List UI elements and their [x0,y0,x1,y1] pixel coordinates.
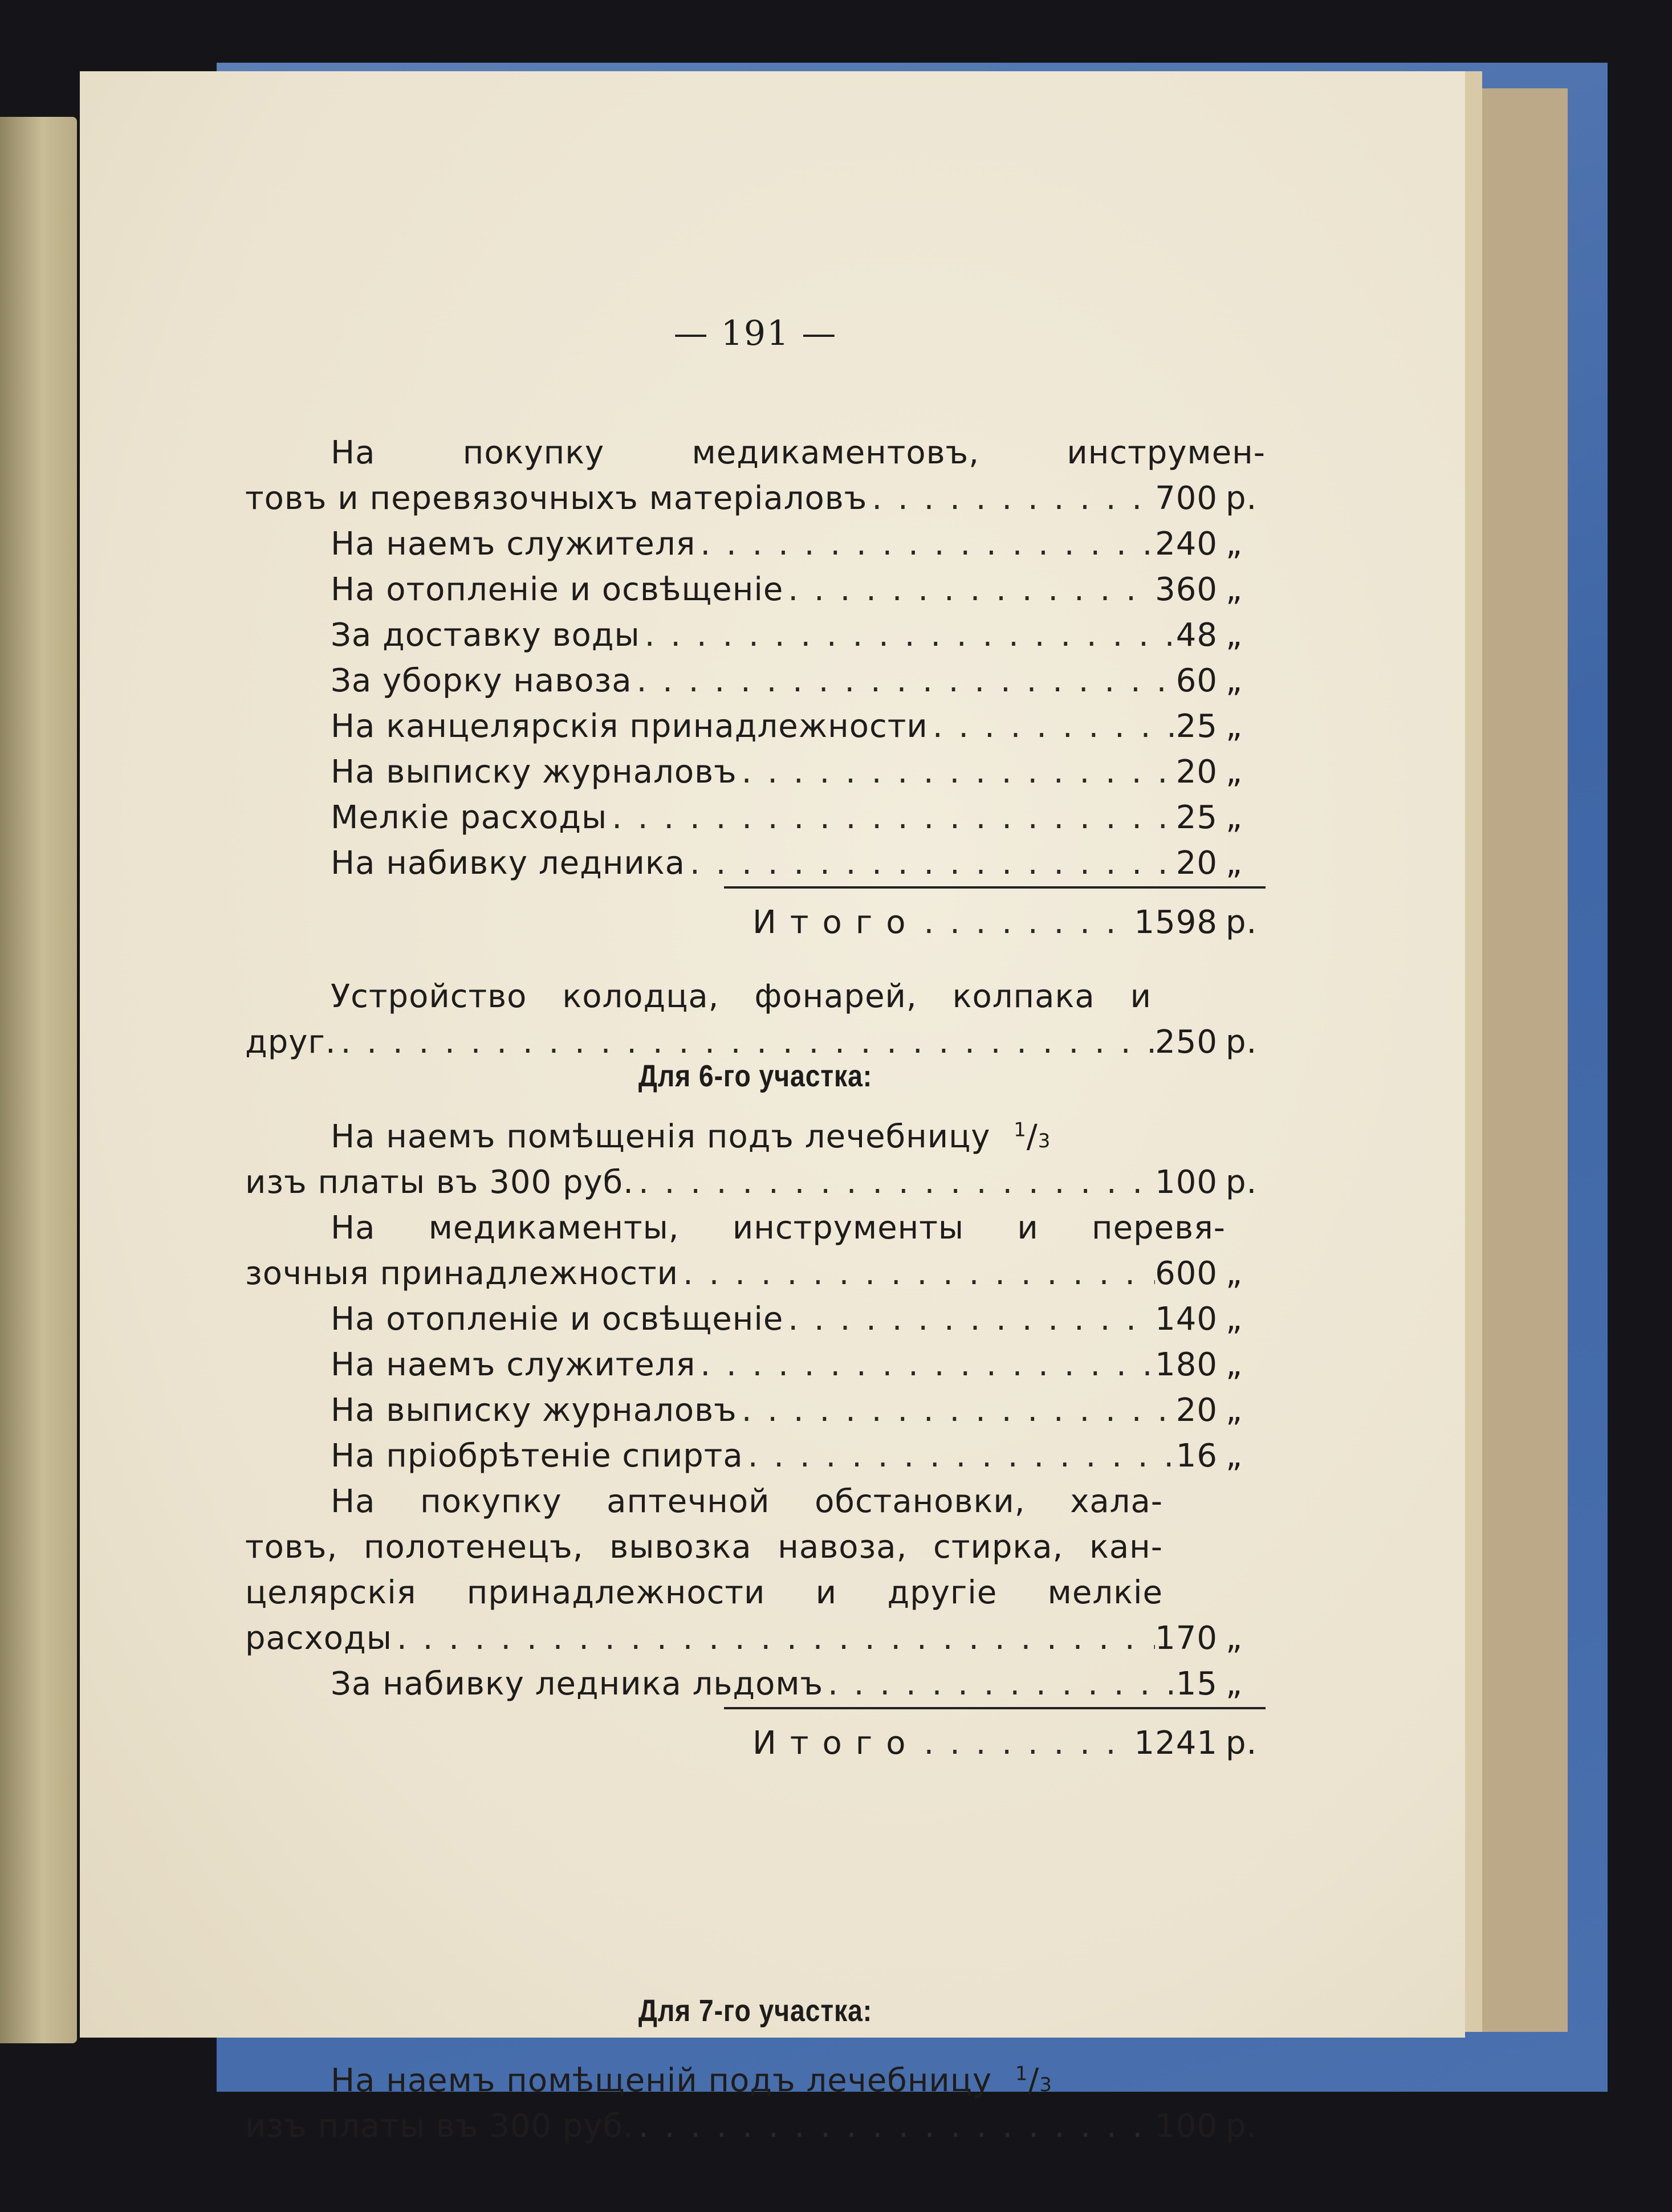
item-amount: 20 [1175,753,1218,791]
item-unit: „ [1226,662,1243,699]
text-line [245,1205,1266,1251]
dot-leader [607,795,1176,841]
section-heading: Для 6-го участка: [638,1059,873,1093]
text-line [245,974,1266,1020]
item-amount: 16 [1175,1437,1218,1474]
item-amount: 180 [1155,1346,1218,1383]
item-unit: „ [1226,1346,1243,1383]
book-page [80,71,1465,2145]
item-unit: „ [1226,753,1243,791]
ledger-entry [245,1616,1266,1661]
dot-leader [632,658,1176,704]
item-unit: „ [1226,845,1243,882]
fraction: $^1$/3 [1014,1118,1051,1155]
previous-page-edge [0,117,77,2043]
item-description: товъ и перевязочныхъ матеріаловъ [245,480,868,517]
item-amount: 100 [1155,1164,1218,1201]
section-6 [245,1052,1266,1766]
dot-leader [737,749,1176,795]
dot-leader [685,841,1176,886]
ledger-entry [245,795,1266,841]
fraction-numerator: 1 [1014,1118,1027,1142]
item-description: На наемъ помѣщеній подъ лечебницу [331,2062,992,2099]
sum-rule [724,1707,1266,1709]
text-line [245,1525,1266,1570]
ledger-entry [245,1297,1266,1342]
item-amount: 25 [1175,708,1218,745]
item-amount: 700 [1155,480,1218,517]
ledger-entry [245,658,1266,704]
item-description: На отопленіе и освѣщеніе [331,571,784,608]
text-line [245,2058,1266,2104]
dot-leader [737,1388,1176,1433]
item-unit: „ [1226,617,1243,654]
item-description: На наемъ помѣщенія подъ лечебницу [331,1118,991,1155]
total-row [245,1721,1266,1766]
total-label: Итого [752,904,920,941]
item-unit: р. [1226,480,1258,517]
item-description: На покупку медикаментовъ, инструмен- [331,434,1266,471]
page-number: — 191 — [673,313,837,353]
item-amount: 48 [1175,617,1218,654]
ledger-entry [245,2104,1266,2149]
item-description: целярскія принадлежности и другіе мелкіе [245,1574,1163,1611]
ledger-entry [245,749,1266,795]
ledger-entry [245,1661,1266,1707]
item-description: изъ платы въ 300 руб. [245,2108,634,2145]
item-unit: „ [1226,1301,1243,1338]
item-description: На наемъ служителя [331,525,696,563]
item-amount: 100 [1155,2108,1218,2145]
item-unit: „ [1226,1392,1243,1429]
item-amount: 170 [1155,1620,1218,1657]
item-description: зочныя принадлежности [245,1255,679,1292]
total-amount: 1598 [1134,904,1218,941]
sum-rule [724,886,1266,889]
dot-leader [634,2104,1155,2149]
item-amount: 600 [1155,1255,1218,1292]
text-line [245,1570,1266,1616]
item-amount: 15 [1175,1665,1218,1702]
item-unit: „ [1226,525,1243,563]
text-line [245,1479,1266,1525]
item-description: Мелкіе расходы [331,799,608,836]
item-amount: 20 [1175,1392,1218,1429]
item-description: За набивку ледника льдомъ [331,1665,824,1702]
ledger-entry [245,704,1266,749]
ledger-entry [245,522,1266,567]
item-description: На покупку аптечной обстановки, хала- [331,1483,1163,1520]
item-unit: р. [1226,1024,1258,1061]
item-description: На медикаменты, инструменты и перевя- [331,1209,1226,1246]
ledger-entry [245,567,1266,613]
dot-leader [634,1160,1155,1205]
dot-leader [640,613,1176,658]
ledger-entry [245,841,1266,886]
ledger-entry [245,613,1266,658]
item-description: изъ платы въ 300 руб. [245,1164,634,1201]
dot-leader [743,1433,1176,1479]
dot-leader [919,900,1134,946]
total-unit: р. [1226,1725,1258,1762]
item-description: На набивку ледника [331,845,685,882]
dot-leader [678,1251,1155,1297]
item-description: На выписку журналовъ [331,753,737,791]
item-description: На наемъ служителя [331,1346,696,1383]
dot-leader [695,1342,1155,1388]
item-unit: „ [1226,1437,1243,1474]
item-amount: 240 [1155,525,1218,563]
section-7 [245,1986,1266,2149]
item-description: товъ, полотенецъ, вывозка навоза, стирка, кан- [245,1529,1163,1566]
ledger-entry [245,1251,1266,1297]
fraction-numerator: 1 [1015,2062,1028,2085]
dot-leader [867,476,1155,522]
fraction: $^1$/3 [1015,2062,1053,2099]
fraction-denominator: 3 [1038,1130,1051,1152]
item-amount: 60 [1175,662,1218,699]
item-amount: 360 [1155,571,1218,608]
ledger-entry [245,1160,1266,1205]
item-unit: „ [1226,571,1243,608]
text-line [245,430,1266,476]
text-line [245,1114,1266,1160]
total-row [245,900,1266,946]
ledger-entry [245,1388,1266,1433]
item-unit: р. [1226,2108,1258,2145]
item-unit: „ [1226,799,1243,836]
dot-leader [695,522,1155,567]
ledger-entry [245,476,1266,522]
item-unit: р. [1226,1164,1258,1201]
item-amount: 140 [1155,1301,1218,1338]
dot-leader [783,567,1155,613]
dot-leader [783,1297,1155,1342]
item-amount: 25 [1175,799,1218,836]
item-unit: „ [1226,1255,1243,1292]
fraction-denominator: 3 [1039,2074,1053,2096]
dot-leader [823,1661,1176,1707]
dot-leader [928,704,1176,749]
total-amount: 1241 [1134,1725,1218,1762]
total-label: Итого [752,1725,920,1762]
item-description: Устройство колодца, фонарей, колпака и [331,978,1152,1015]
ledger-entry [245,1433,1266,1479]
section-heading: Для 7-го участка: [638,1994,873,2028]
item-description: На выписку журналовъ [331,1392,737,1429]
item-amount: 20 [1175,845,1218,882]
item-description: расходы [245,1620,392,1657]
dot-leader [392,1616,1155,1661]
total-unit: р. [1226,904,1258,941]
item-description: За уборку навоза [331,662,632,699]
ledger-entry [245,1342,1266,1388]
item-description: На канцелярскія принадлежности [331,708,928,745]
dot-leader [919,1721,1134,1766]
item-unit: „ [1226,708,1243,745]
item-description: За доставку воды [331,617,640,654]
section-first [245,430,1266,1065]
item-description: На пріобрѣтеніе спирта [331,1437,743,1474]
item-amount: 250 [1155,1024,1218,1061]
item-unit: „ [1226,1620,1243,1657]
item-description: На отопленіе и освѣщеніе [331,1301,784,1338]
item-description: друг. [245,1024,336,1061]
item-unit: „ [1226,1665,1243,1702]
